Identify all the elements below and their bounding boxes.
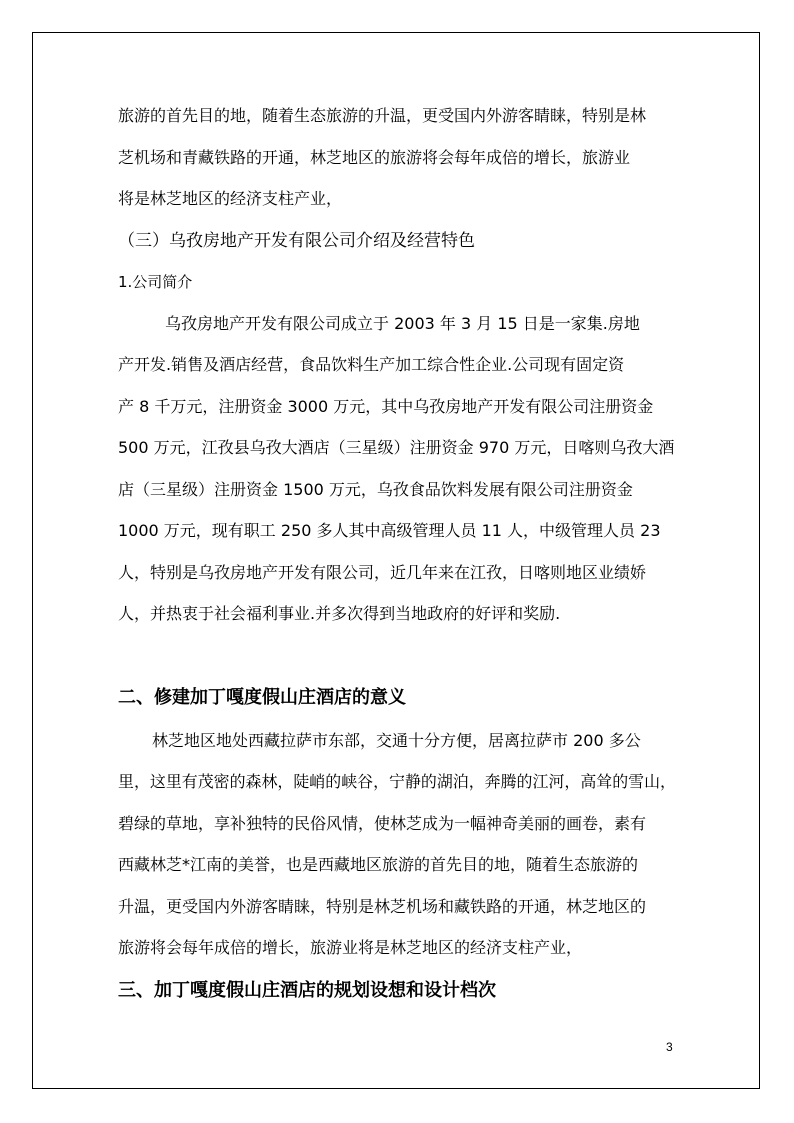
section-2-paragraph-line-5: 升温，更受国内外游客睛睐，特别是林芝机场和藏铁路的开通，林芝地区的 xyxy=(118,897,647,916)
company-paragraph-line-8: 人，并热衷于社会福利事业.并多次得到当地政府的好评和奖励. xyxy=(118,604,561,623)
item-title: 1.公司简介 xyxy=(118,273,193,291)
top-paragraph-line-1: 旅游的首先目的地，随着生态旅游的升温，更受国内外游客睛睐，特别是林 xyxy=(118,106,647,125)
top-paragraph-line-2: 芝机场和青藏铁路的开通，林芝地区的旅游将会每年成倍的增长，旅游业 xyxy=(118,148,631,167)
subsection-heading: （三）乌孜房地产开发有限公司介绍及经营特色 xyxy=(118,231,475,251)
company-paragraph-line-6: 1000 万元，现有职工 250 多人其中高级管理人员 11 人，中级管理人员 23 xyxy=(118,521,661,540)
section-2-heading: 二、修建加丁嘎度假山庄酒店的意义 xyxy=(118,687,406,708)
top-paragraph-line-3: 将是林芝地区的经济支柱产业， xyxy=(118,189,343,208)
section-3-heading: 三、加丁嘎度假山庄酒店的规划设想和设计档次 xyxy=(118,980,496,1001)
section-2-paragraph-line-4: 西藏林芝*江南的美誉，也是西藏地区旅游的首先目的地，随着生态旅游的 xyxy=(118,855,639,874)
section-2-paragraph-line-6: 旅游将会每年成倍的增长，旅游业将是林芝地区的经济支柱产业， xyxy=(118,938,583,957)
company-paragraph-line-3: 产 8 千万元，注册资金 3000 万元，其中乌孜房地产开发有限公司注册资金 xyxy=(118,397,654,416)
section-2-paragraph-line-1: 林芝地区地处西藏拉萨市东部，交通十分方便，居离拉萨市 200 多公 xyxy=(152,731,641,750)
company-paragraph-line-2: 产开发.销售及酒店经营，食品饮料生产加工综合性企业.公司现有固定资 xyxy=(118,355,625,374)
section-2-paragraph-line-2: 里，这里有茂密的森林，陡峭的峡谷，宁静的湖泊，奔腾的江河，高耸的雪山， xyxy=(118,772,676,791)
company-paragraph-line-7: 人，特别是乌孜房地产开发有限公司，近几年来在江孜，日喀则地区业绩娇 xyxy=(118,563,647,582)
section-2-paragraph-line-3: 碧绿的草地，享补独特的民俗风情，使林芝成为一幅神奇美丽的画卷，素有 xyxy=(118,814,647,833)
company-paragraph-line-4: 500 万元，江孜县乌孜大酒店（三星级）注册资金 970 万元，日喀则乌孜大酒 xyxy=(118,438,675,457)
company-paragraph-line-5: 店（三星级）注册资金 1500 万元，乌孜食品饮料发展有限公司注册资金 xyxy=(118,480,633,499)
page-number: 3 xyxy=(666,1040,673,1054)
company-paragraph-line-1: 乌孜房地产开发有限公司成立于 2003 年 3 月 15 日是一家集.房地 xyxy=(165,314,640,333)
